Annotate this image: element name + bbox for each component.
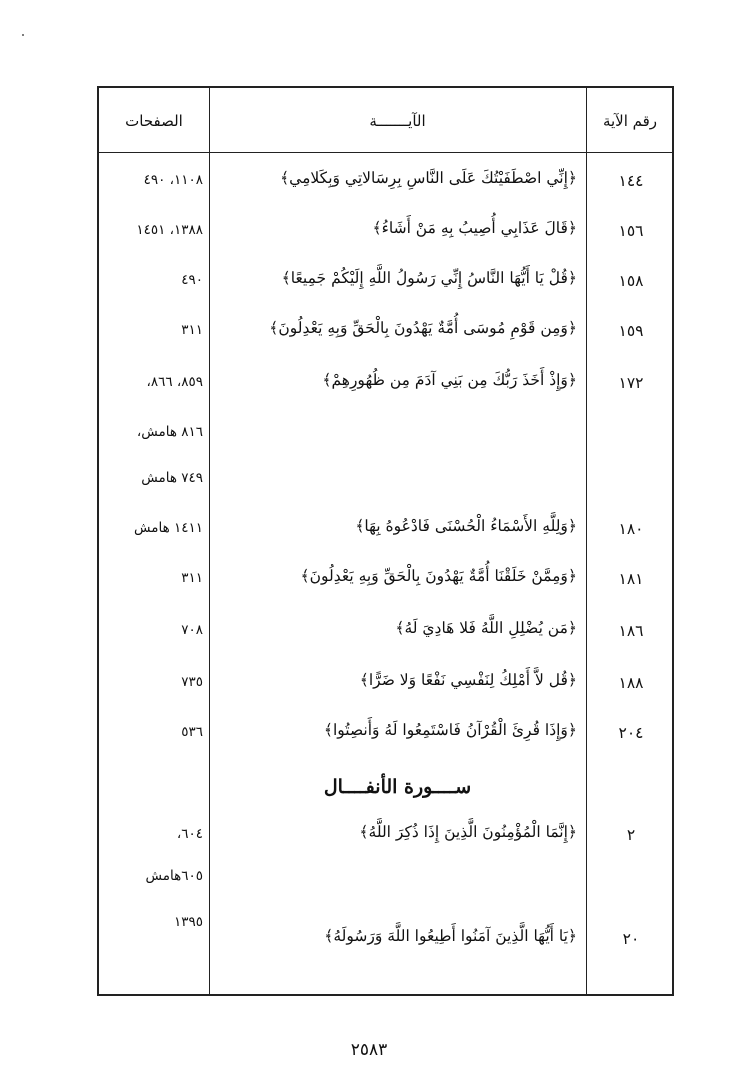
table-row (99, 721, 672, 754)
aya-number-cell: ١٨٦ (618, 622, 644, 640)
aya-number-cell: ١٥٨ (618, 272, 644, 290)
aya-cell: ﴿وَإِذْ أَخَذَ رَبُّكَ مِن بَنِي آدَمَ مِن ظُهُورِهِمْ﴾ (322, 371, 577, 389)
aya-cell: ﴿وَلِلَّهِ الأَسْمَاءُ الْحُسْنَى فَادْعُوهُ بِهَا﴾ (355, 517, 577, 535)
table-row (99, 371, 672, 404)
pages-cell: ١١٠٨، ٤٩٠ (143, 172, 203, 188)
table-row (99, 567, 672, 600)
aya-cell: ﴿وَمِمَّنْ خَلَقْنَا أُمَّةٌ يَهْدُونَ بِالْحَقِّ وَبِهِ يَعْدِلُونَ﴾ (300, 567, 577, 585)
surah-title: ســــورة الأنفــــال (323, 776, 472, 798)
pages-cell: ٨٥٩، ٨٦٦، (146, 374, 203, 390)
pages-cell: ١٣٩٥ (173, 914, 203, 930)
pages-cell: ٣١١ (181, 322, 203, 338)
aya-cell: ﴿قَالَ عَذَابِي أُصِيبُ بِهِ مَنْ أَشَاءُ﴾ (372, 219, 577, 237)
table-row (99, 671, 672, 704)
aya-number-cell: ٢٠ (622, 930, 640, 948)
speck (22, 34, 24, 36)
table-row (99, 470, 672, 500)
header-aya-number: رقم الآية (602, 112, 658, 130)
table-row (99, 823, 672, 856)
aya-cell: ﴿وَمِن قَوْمِ مُوسَى أُمَّةٌ يَهْدُونَ بِالْحَقِّ وَبِهِ يَعْدِلُونَ﴾ (269, 319, 577, 337)
aya-cell: ﴿وَإِذَا قُرِئَ الْقُرْآنُ فَاسْتَمِعُوا لَهُ وَأَنصِتُوا﴾ (323, 721, 577, 739)
pages-cell: ٦٠٥هامش (145, 868, 203, 884)
aya-number-cell: ١٥٦ (618, 222, 644, 240)
pages-cell: ٣١١ (181, 570, 203, 586)
aya-cell: ﴿يَا أَيُّهَا الَّذِينَ آمَنُوا أَطِيعُوا اللَّهَ وَرَسُولَهُ﴾ (324, 927, 577, 945)
table-row (99, 517, 672, 550)
pages-cell: ٧٣٥ (181, 674, 203, 690)
header-divider (99, 152, 672, 153)
aya-number-cell: ١٥٩ (618, 322, 644, 340)
pages-cell: ١٣٨٨، ١٤٥١ (136, 222, 203, 238)
table-row (99, 619, 672, 652)
pages-cell: ٨١٦ هامش، (136, 424, 203, 440)
aya-number-cell: ١٧٢ (618, 374, 644, 392)
aya-number-cell: ١٨٠ (618, 520, 644, 538)
pages-cell: ١٤١١ هامش (134, 520, 203, 536)
aya-number-cell: ٢٠٤ (618, 724, 644, 742)
table-row (99, 319, 672, 352)
table-row (99, 169, 672, 202)
header-pages: الصفحات (125, 112, 183, 130)
aya-cell: ﴿إِنِّي اصْطَفَيْتُكَ عَلَى النَّاسِ بِرِسَالاتِي وَبِكَلامِي﴾ (280, 169, 577, 187)
aya-cell: ﴿قُلْ يَا أَيُّهَا النَّاسُ إِنِّي رَسُولُ اللَّهِ إِلَيْكُمْ جَمِيعًا﴾ (281, 269, 577, 287)
table-row (99, 927, 672, 960)
header-aya (209, 112, 586, 130)
pages-cell: ٧٠٨ (181, 622, 203, 638)
aya-cell: ﴿قُل لاَّ أَمْلِكُ لِنَفْسِي نَفْعًا وَلا ضَرًّا﴾ (359, 671, 577, 689)
aya-number-cell: ١٨١ (618, 570, 644, 588)
header-aya-label: الآيـــــــة (369, 112, 426, 130)
aya-cell: ﴿مَن يُضْلِلِ اللَّهُ فَلا هَادِيَ لَهُ﴾ (395, 619, 577, 637)
pages-cell: ٦٠٤، (176, 826, 203, 842)
pages-cell: ٥٣٦ (181, 724, 203, 740)
aya-number-cell: ١٨٨ (618, 674, 644, 692)
pages-cell: ٤٩٠ (181, 272, 203, 288)
page-number: ٢٥٨٣ (350, 1040, 388, 1060)
table-row (99, 424, 672, 454)
table-row (99, 868, 672, 898)
table-row (99, 269, 672, 302)
table-row (99, 219, 672, 252)
aya-number-cell: ١٤٤ (618, 172, 644, 190)
aya-number-cell: ٢ (626, 826, 636, 844)
pages-cell: ٧٤٩ هامش (141, 470, 203, 486)
index-table (97, 86, 674, 996)
aya-cell: ﴿إِنَّمَا الْمُؤْمِنُونَ الَّذِينَ إِذَا ذُكِرَ اللَّهُ﴾ (359, 823, 577, 841)
